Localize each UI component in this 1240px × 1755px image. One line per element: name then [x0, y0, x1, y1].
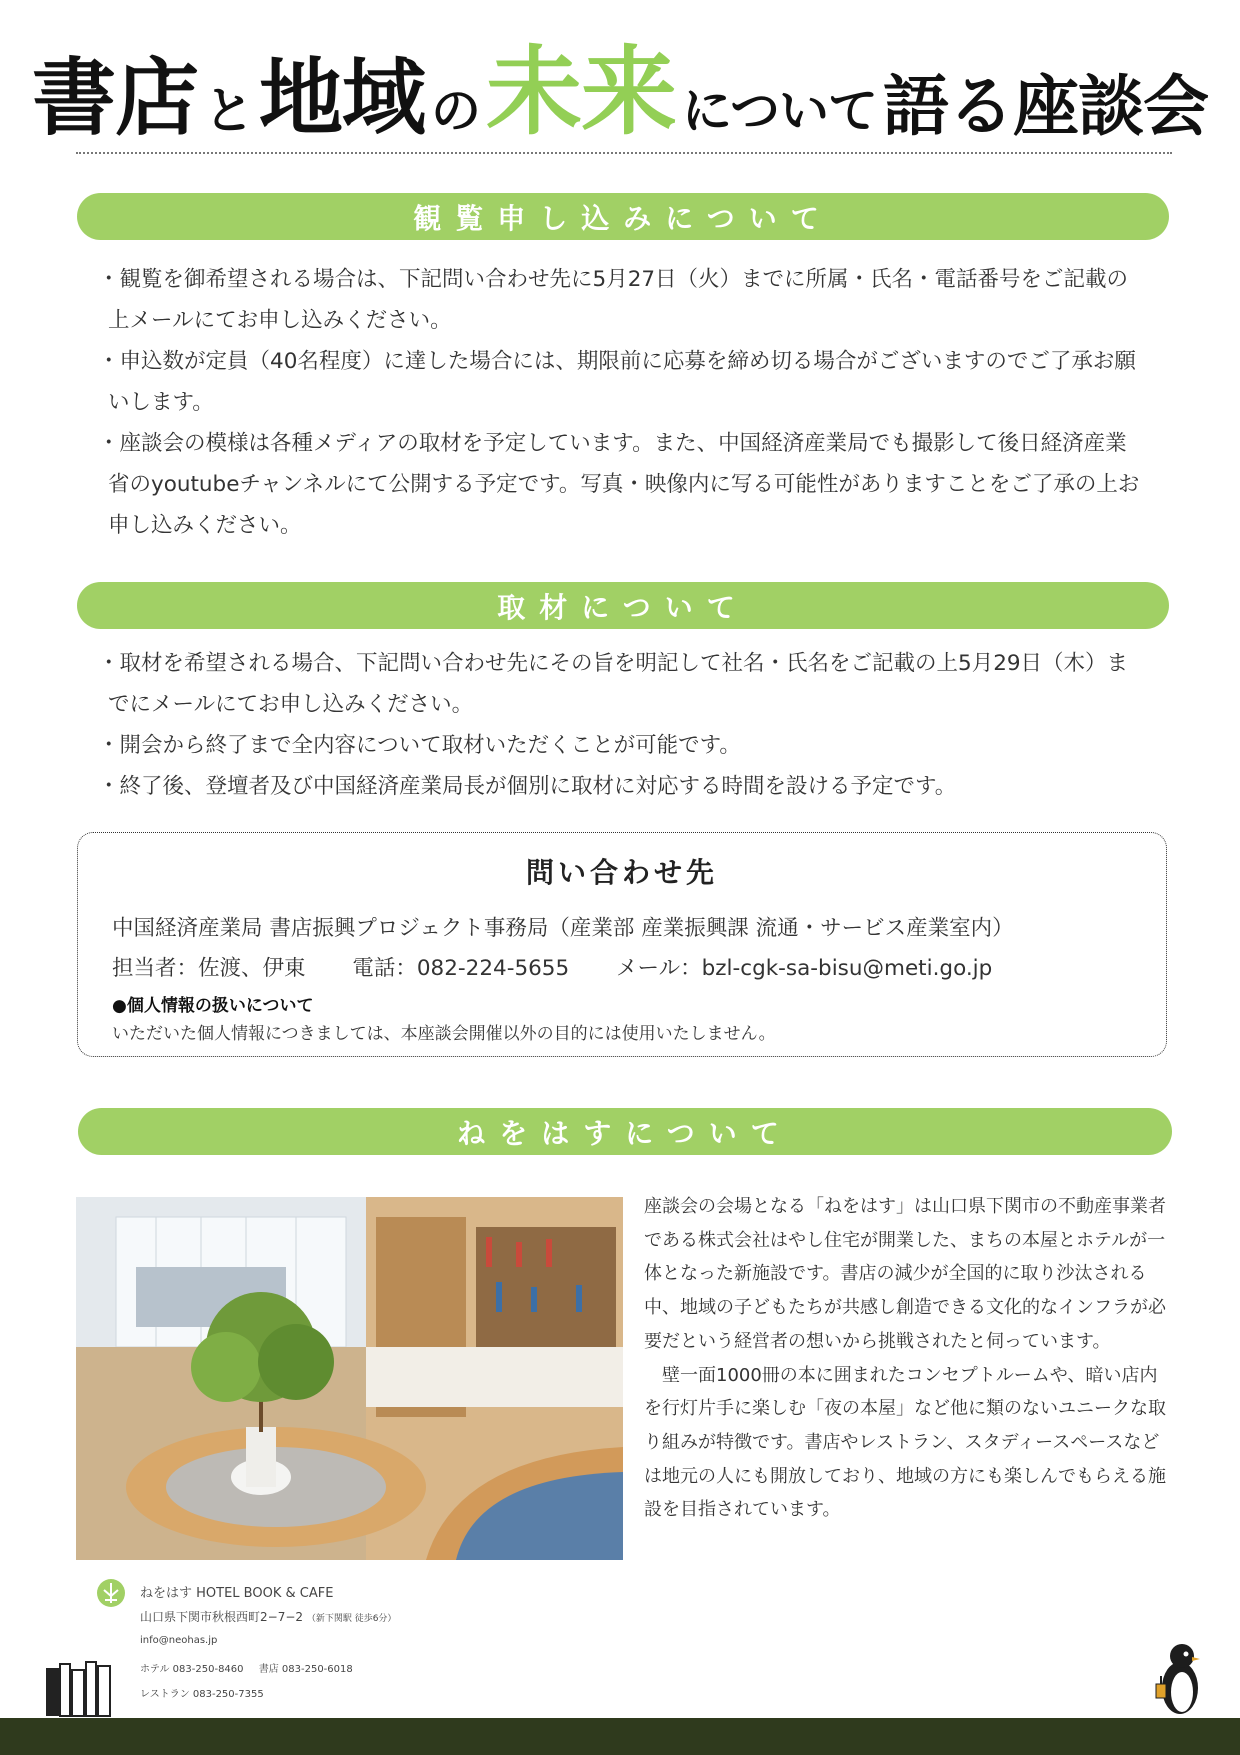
contact-box: [77, 832, 1167, 1057]
books-icon: [44, 1660, 114, 1718]
footer-bookstore-phone: 書店 083-250-6018: [258, 1664, 353, 1675]
privacy-text: いただいた個人情報につきましては、本座談会開催以外の目的には使用いたしません。: [112, 1024, 776, 1044]
title-divider: [76, 152, 1172, 154]
footer-bar: [0, 1718, 1240, 1755]
list-item: ・ 観覧を御希望される場合は、下記問い合わせ先に5月27日（火）までに所属・氏名・電話番号をご記載の上メールにてお申し込みください。: [98, 259, 1148, 341]
footer-hotel-phone: ホテル 083-250-8460: [140, 1664, 244, 1675]
contact-details: [112, 951, 1032, 982]
contact-person: 担当者：佐渡、伊東: [112, 956, 306, 981]
footer-email[interactable]: info@neohas.jp: [140, 1635, 218, 1646]
contact-organization: 中国経済産業局 書店振興プロジェクト事務局（産業部 産業振興課 流通・サービス産業室内）: [112, 916, 1014, 941]
title-part: と: [204, 82, 253, 140]
list-item: ・ 座談会の模様は各種メディアの取材を予定しています。また、中国経済産業局でも撮影して後日経済産業省のyoutubeチャンネルにて公開する予定です。写真・映像内に写る可能性がありますことをご了承の上お申し込みください。: [98, 423, 1148, 546]
list-item: ・ 終了後、登壇者及び中国経済産業局長が個別に取材に対応する時間を設ける予定です。: [98, 766, 1148, 807]
list-item: ・ 取材を希望される場合、下記問い合わせ先にその旨を明記して社名・氏名をご記載の上5月29日（木）までにメールにてお申し込みください。: [98, 643, 1148, 725]
nehasu-logo-icon: [96, 1578, 126, 1608]
footer-phones: [140, 1660, 353, 1675]
contact-email[interactable]: メール：bzl-cgk-sa-bisu@meti.go.jp: [616, 956, 993, 981]
nehasu-paragraph: 壁一面1000冊の本に囲まれたコンセプトルームや、暗い店内を行灯片手に楽しむ「夜の本屋」など他に類のないユニークな取り組みが特徴です。書店やレストラン、スタディースペースなどは地元の人にも開放しており、地域の方にも楽しんでもらえる施設を目指されています。: [644, 1364, 1166, 1521]
footer-address: [140, 1608, 396, 1625]
section-heading-nehasu: ねをはすについて: [78, 1108, 1172, 1155]
footer-venue-name: ねをはす HOTEL BOOK & CAFE: [140, 1586, 334, 1601]
contact-heading: 問い合わせ先: [525, 856, 718, 889]
privacy-heading: ●個人情報の扱いについて: [112, 996, 314, 1016]
list-item: ・ 申込数が定員（40名程度）に達した場合には、期限前に応募を締め切る場合がございますのでご了承お願いします。: [98, 341, 1148, 423]
nehasu-description: [644, 1190, 1166, 1527]
footer-address-text: 山口県下関市秋根西町2−7−2: [140, 1610, 304, 1624]
title-part: の: [431, 82, 481, 140]
title-part: 書店: [31, 49, 198, 147]
title-part: について: [682, 82, 878, 140]
title-highlight: 未来: [486, 36, 677, 148]
contact-phone: 電話：082-224-5655: [352, 956, 570, 981]
viewing-list: [98, 259, 1148, 546]
venue-photo: [76, 1197, 623, 1560]
title-part: 地域: [259, 49, 426, 147]
press-list: [98, 643, 1148, 807]
list-item: ・ 開会から終了まで全内容について取材いただくことが可能です。: [98, 725, 1148, 766]
nehasu-paragraph: 座談会の会場となる「ねをはす」は山口県下関市の不動産事業者である株式会社はやし住宅が開業した、まちの本屋とホテルが一体となった新施設です。書店の減少が全国的に取り沙汰される中、地域の子どもたちが共感し創造できる文化的なインフラが必要だという経営者の想いから挑戦されたと伺っています。: [644, 1196, 1166, 1352]
section-heading-viewing: 観覧申し込みについて: [77, 193, 1169, 240]
footer-access: （新下関駅 徒歩6分）: [306, 1614, 397, 1624]
title-part: 語る座談会: [883, 68, 1209, 145]
penguin-icon: [1152, 1640, 1202, 1718]
page-title: [31, 30, 1209, 148]
section-heading-press: 取材について: [77, 582, 1169, 629]
footer-restaurant-phone: レストラン 083-250-7355: [140, 1689, 264, 1700]
